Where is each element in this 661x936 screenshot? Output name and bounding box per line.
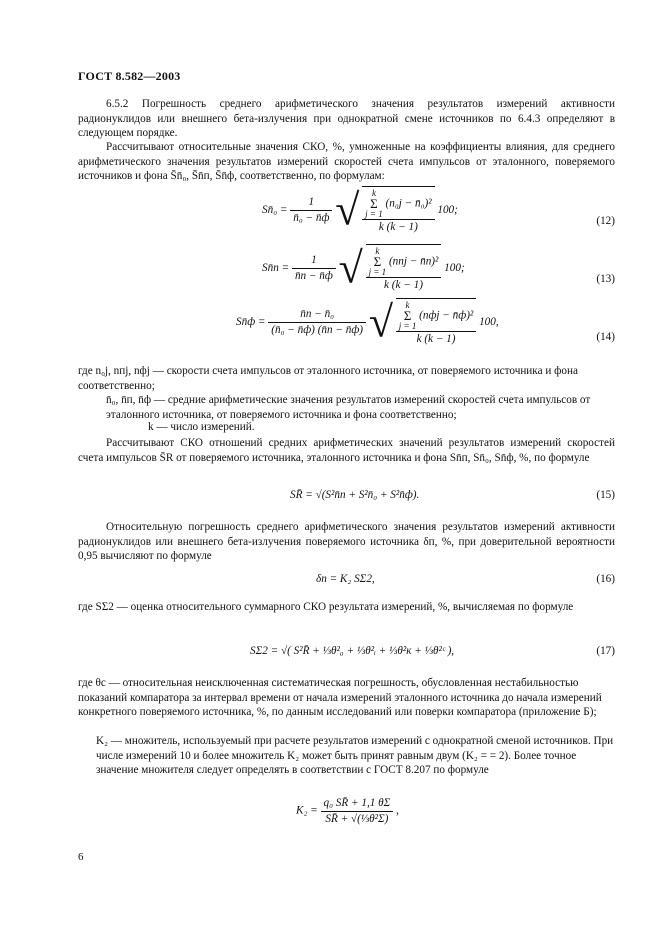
eqk2-tail: , <box>396 804 399 817</box>
eq13-lhs: Sn̄п = <box>262 261 290 274</box>
eqk2-fraction <box>321 796 394 826</box>
definition-means <box>106 393 615 422</box>
eq14-sqrt: √ k Σ j = 1 (nфj − n̄ф)² k (k − 1) <box>369 298 476 347</box>
def1-term: где n₀j, nпj, nфj — <box>78 365 164 377</box>
eq12-sum-top: k <box>371 188 376 198</box>
def2-term: n̄₀, n̄п, n̄ф — <box>106 394 166 406</box>
eq13-sqrt: √ k Σ j = 1 (nпj − n̄п)² k (k − 1) <box>339 244 442 293</box>
eq12-sqrt: √ k Σ j = 1 (n₀j − n̄₀)² k (k − 1) <box>335 186 434 235</box>
eq13-frac-num: 1 <box>311 254 317 267</box>
eq14-fraction <box>268 307 366 337</box>
paragraph-6-5-2: 6.5.2 Погрешность среднего арифметического значения результатов измерений активности радионуклидов или внешнего бета-излучения при однократной смене источников по 6.4.3 определяют в следующем порядке. <box>78 98 615 140</box>
equation-k2 <box>296 796 399 826</box>
eq13-tail: 100; <box>444 261 465 274</box>
def4-term: где SΣ2 — <box>78 601 128 613</box>
eq14-sum-top: k <box>405 300 410 310</box>
eq13-sum-top: k <box>375 246 380 256</box>
def4-text: оценка относительного суммарного СКО результата измерений, %, вычисляемая по формуле <box>130 601 574 613</box>
eq14-frac-num: n̄п − n̄₀ <box>300 308 335 321</box>
def2-text: средние арифметические значения результатов измерений скоростей счета импульсов от эталонного источника, от поверяемого источника и фона соответственно; <box>106 394 591 421</box>
definition-k <box>148 420 255 435</box>
eq14-sqrt-den: k (k − 1) <box>396 331 477 347</box>
def3-term: k — <box>148 421 168 433</box>
equation-14-number: (14) <box>596 331 615 343</box>
document-header: ГОСТ 8.582—2003 <box>78 69 181 83</box>
definition-k2 <box>96 734 615 778</box>
eq13-frac-den: n̄п − n̄ф <box>292 268 336 284</box>
page-number: 6 <box>78 851 84 863</box>
def1-text: скорости счета импульсов от эталонного источника, от поверяемого источника и фона соответственно; <box>78 365 578 392</box>
eqk2-num: q₀ SR̄ + 1,1 θΣ <box>323 797 391 809</box>
equation-16-number: (16) <box>596 573 615 585</box>
equation-13 <box>262 244 465 293</box>
equation-16: δп = K₂ SΣ2, <box>316 573 375 585</box>
paragraph-relative-error: Относительную погрешность среднего арифметического значения результатов измерений активности радионуклидов или внешнего бета-излучения поверяемого источника δп, %, при доверительной вероятности 0,95 вычисляют по формуле <box>78 521 615 563</box>
eq12-fraction <box>290 195 332 225</box>
def5-text: относительная неисключенная систематическая погрешность, обусловленная нестабильностью показаний компаратора за интервал времени от начала измерений эталонного источника до начала измерений конкретного поверяемого источника, %, по данным исследований или поверки компаратора (приложение Б); <box>78 677 602 719</box>
equation-15-number: (15) <box>596 489 615 501</box>
equation-13-number: (13) <box>596 273 615 285</box>
definition-rates <box>78 364 615 393</box>
eq12-lhs: Sn̄₀ = <box>262 203 288 216</box>
def3-text: число измерений. <box>170 421 255 433</box>
eq14-sum-body: (nфj − n̄ф)² <box>419 309 474 322</box>
paragraph-sko-intro: Рассчитывают относительные значения СКО, %, умноженные на коэффициенты влияния, для среднего арифметического значения результатов измерений скоростей счета импульсов от эталонного, поверяемого источников и фона S̄n̄₀, S̄n̄п, S̄n̄ф, соответственно, по формулам: <box>78 141 615 183</box>
eq13-sqrt-den: k (k − 1) <box>366 277 442 293</box>
equation-17-number: (17) <box>596 645 615 657</box>
definition-s-sigma <box>78 600 615 615</box>
eq12-sqrt-den: k (k − 1) <box>362 219 434 235</box>
eq12-frac-num: 1 <box>308 196 315 209</box>
equation-12-number: (12) <box>596 215 615 227</box>
equation-14 <box>236 298 499 347</box>
eqk2-lhs: K₂ = <box>296 804 318 817</box>
def6-term: K₂ — <box>96 735 122 747</box>
equation-12 <box>262 186 458 235</box>
eq13-fraction <box>292 253 336 283</box>
eq12-frac-den: n̄₀ − n̄ф <box>290 210 332 226</box>
eq12-sum-body: (n₀j − n̄₀)² <box>385 197 432 210</box>
paragraph-sko-ratio: Рассчитывают СКО отношений средних арифметических значений результатов измерений скоростей счета импульсов S̄R от поверяемого источника, эталонного источника и фона Sn̄п, Sn̄₀, Sn̄ф, %, по формуле <box>78 437 615 464</box>
eq13-sum-body: (nпj − n̄п)² <box>388 255 439 268</box>
eq14-sum-bottom: j = 1 <box>398 321 417 331</box>
definition-theta-c <box>78 676 615 720</box>
eq14-frac-den: (n̄₀ − n̄ф) (n̄п − n̄ф) <box>268 322 366 338</box>
eqk2-den: SR̄ + √(⅓θ²Σ) <box>321 811 394 827</box>
equation-15: SR̄ = √(S²n̄п + S²n̄₀ + S²n̄ф). <box>290 489 420 501</box>
eq12-sum-bottom: j = 1 <box>365 209 383 219</box>
eq12-tail: 100; <box>437 203 458 216</box>
eq14-lhs: Sn̄ф = <box>236 315 266 328</box>
def6-text: множитель, используемый при расчете результатов измерений с однократной сменой источников. При числе измерений 10 и более множитель K₂ может быть принят равным двум (K₂ = = 2). Более точное значение множителя следует определять в соответствии с ГОСТ 8.207 по формуле <box>96 735 614 777</box>
eq13-sum-bottom: j = 1 <box>368 267 387 277</box>
def5-term: где θс — <box>78 677 120 689</box>
equation-17: SΣ2 = √( S²R̄ + ⅓θ²₀ + ⅓θ²ᵢ + ⅓θ²к + ⅓θ²ᶜ ), <box>250 645 455 657</box>
eq14-tail: 100, <box>479 315 499 328</box>
